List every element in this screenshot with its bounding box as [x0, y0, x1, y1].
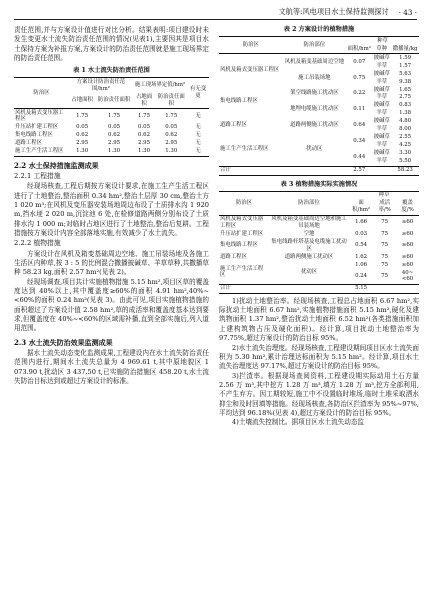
table-cell: 8.00 — [399, 126, 412, 133]
paragraph: 方案设计在风机及箱变基础周边空地、施工吊装场地及各施工生活区内种草,按 3 : 5 的比例混合撒播披碱草、羊草草种,共撒播草种 58.23 kg,面积 2.57 hm²(见表 2)。 — [14, 249, 209, 277]
table-cell: 风机及箱变基础周边空地 — [284, 58, 344, 65]
table-cell: 无 — [195, 124, 201, 131]
table-cell: 0.62 — [165, 132, 178, 139]
table-cell: 2.75 — [399, 94, 412, 101]
table-cell: 0.83 — [399, 102, 412, 109]
table-cell: ≥60 — [401, 230, 414, 237]
table-cell: 3.30 — [399, 150, 412, 157]
table-cell: 羊草 — [376, 158, 388, 165]
table-cell: 0.03 — [355, 230, 368, 237]
table-cell: 羊草 — [376, 110, 388, 117]
table-cell: 施工生产生活工程区 — [15, 148, 64, 155]
table-cell: 合计 — [219, 166, 283, 175]
table-cell: 无 — [195, 112, 201, 119]
table-row — [14, 108, 209, 123]
table-cell: 75 — [381, 242, 389, 249]
table3-header-location: 防治部位 — [269, 191, 349, 215]
table1-header-responsibility: 防治责任面积 — [95, 93, 133, 108]
table2-header-location: 防治部位 — [283, 37, 347, 54]
table2-caption: 表 2 方案设计的植物措施 — [283, 26, 355, 33]
table-cell — [372, 166, 391, 175]
table-cell: 75 — [381, 273, 389, 279]
paragraph: 3)拦渣率。根据现场查阅资料,工程建设期实际动用土石方量 2.56 万 m³,其中挖方 1.28 万 m³,填方 1.28 万 m³,挖方全部利用,不产生弃方。因工期较短,施工中不设置临时堆场,临时土堆采取洒水抑尘和及时回填等措施。经现场核查,各防治区拦渣率为 95%~97%,平均达到 96.18%(见表 4),超过方案设计的防治目标 95%。 — [219, 371, 419, 417]
page-number: · 43 · — [398, 8, 417, 17]
table2-header-seeding: 种草 — [377, 37, 388, 44]
table-cell: 75 — [381, 253, 389, 260]
table-row — [14, 140, 209, 148]
table-cell: 升压站扩建工程区 — [15, 124, 59, 131]
table-row — [219, 215, 419, 230]
table-cell: 披碱草 — [373, 54, 390, 61]
paragraph: 经现场核查,工程后期按方案设计要求,在施工生产生活工程区进行了土地整治,整治面积 0.34 hm²,整治土层厚 30 cm,整治土方 1 020 m³;在风机及变压器安装场地周边布设了土质排水沟 1 920 m,挡水埂 2 020 m,沉淀池 6 处,在检修道路两侧分别布设了土质排水沟 1 000 m;对临时占地区进行了土地整治,整治后复耕。工程措施按方案设计内容全部落地实施,有效减少了水土流失。 — [14, 182, 209, 237]
table-cell: 0.11 — [353, 106, 366, 113]
running-title: 文航等:风电项目水土保持监测探讨 — [278, 7, 389, 16]
table-cell: 羊草 — [376, 62, 388, 69]
table-cell: 0.34 — [353, 138, 366, 145]
table1-caption: 表 1 水土流失防治责任范围 — [73, 67, 150, 75]
table-cell: 0.62 — [138, 132, 151, 139]
table-cell: 无 — [195, 132, 201, 139]
table-cell: 施工生产生活工程区 — [220, 146, 269, 153]
table-cell: 道路工程区 — [220, 253, 247, 260]
table-cell: 0.05 — [138, 124, 151, 131]
table-cell: 披碱草 — [373, 102, 390, 109]
table-cell — [373, 284, 396, 293]
right-column — [219, 26, 419, 428]
table3-header-area: 面积/hm² — [349, 200, 373, 215]
table-row — [219, 253, 419, 261]
table-cell: 1.66 — [355, 219, 368, 226]
table3-header-survival: 成活率/% — [373, 200, 396, 215]
table2-header-zone: 防治区 — [219, 37, 283, 54]
table-cell: 0.44 — [353, 154, 366, 161]
table-cell: ≥60 — [401, 253, 414, 260]
table-cell: 2.57 — [346, 166, 372, 175]
table-cell: 1.75 — [138, 112, 151, 119]
subsection-heading: 2.2.1 工程措施 — [14, 171, 61, 180]
table-cell: 风机及箱式变压器工程区 — [220, 216, 264, 229]
table2-header-quantity: 撒播量/kg — [392, 45, 418, 52]
table-cell: 道路工程区 — [220, 122, 247, 129]
section-heading: 2.2 水土保持措施监测成果 — [14, 160, 99, 170]
table-cell: 扰动区 — [300, 269, 318, 276]
table-cell: 1.62 — [355, 253, 368, 260]
table-cell: 1.59 — [399, 54, 412, 61]
table-cell: 披碱草 — [373, 70, 390, 77]
table-cell: 2.95 — [138, 140, 151, 147]
table-cell: 道路两侧施工扰动区 — [284, 253, 334, 260]
table-row — [219, 118, 419, 126]
table-cell: ≥60 — [401, 219, 414, 226]
paragraph: 责任范围,并与方案设计值进行对比分析。结果表明:项目建设时未发生变更水土流失防治责任范围的情况(见表1),主要因其是项目水土保持方案为补报方案,方案设计的防治责任范围就是施工现场界定的防治责任范围。 — [14, 26, 209, 63]
table3-header-zone: 防治区 — [219, 191, 269, 215]
table-cell: 羊草 — [376, 126, 388, 133]
table-cell: 0.05 — [76, 124, 89, 131]
table-cell: 0.05 — [165, 124, 178, 131]
table-cell: 架空线路施工扰动区 — [290, 90, 339, 97]
table-cell: 集电线路杆塔基及电缆施工扰动区 — [271, 238, 347, 252]
table-cell: 1.75 — [108, 112, 121, 119]
table-cell — [283, 166, 347, 175]
table-row — [14, 132, 209, 140]
table-cell: 2.95 — [165, 140, 178, 147]
table-row — [219, 134, 419, 142]
table-cell: 0.75 — [353, 74, 366, 81]
table-cell: 风机及箱式变压器工程区 — [15, 109, 64, 123]
table-cell: 羊草 — [376, 142, 388, 149]
paragraph: 1)扰动土地整治率。经现场核查,工程总占地面积 6.67 hm²,实际扰动土地面积 6.67 hm²,实施植物措施面积 5.15 hm²,硬化及建筑物面积 1.37 hm²,整治扰动土地面积 6.52 hm²(各类措施面积加上建构筑物占压及硬化面积)。经计算,项目扰动土地整治率为 97.75%,超过方案设计的防治目标 95%。 — [219, 296, 419, 343]
table-cell: 1.30 — [165, 148, 178, 155]
subsection-heading: 2.2.2 植物措施 — [14, 239, 61, 248]
table-cell: 4.25 — [399, 142, 412, 149]
table-cell: 道路两侧施工扰动区 — [290, 122, 339, 129]
table-cell — [269, 284, 349, 293]
table1-header-change: 有无变更 — [187, 78, 209, 109]
table2-header-area: 面积/hm² — [347, 45, 371, 52]
table-cell: 0.05 — [108, 124, 121, 131]
table-cell: 地埋电缆施工扰动区 — [290, 106, 339, 113]
table-cell: 0.62 — [76, 132, 89, 139]
table-cell: 1.30 — [138, 148, 151, 155]
table-cell: 58.23 — [391, 166, 419, 175]
table-cell: 集电线路工程区 — [220, 98, 258, 105]
table3 — [219, 191, 419, 294]
table3-header-grass: 种草 — [378, 192, 390, 199]
table2-header-species: 草种 — [372, 45, 391, 53]
table1-header-actual: 施工现场界定值/hm² — [134, 82, 186, 89]
table-cell: 风机及箱变基础周边空地和施工吊装场地 — [271, 216, 347, 229]
table-cell: 2.95 — [76, 140, 89, 147]
table-row — [219, 53, 419, 61]
table-cell: 合计 — [219, 284, 269, 293]
table-row — [219, 230, 419, 238]
table-row — [14, 124, 209, 132]
table-row — [14, 148, 209, 156]
table2 — [219, 36, 419, 176]
paragraph: 2)水土流失治理度。经现场核查,工程建设期间项目区水土流失面积为 5.30 hm²,累计治理达标面积为 5.15 hm²。经计算,项目水土流失治理度达 97.17%,超过方案设计的防治目标 95%。 — [219, 343, 419, 371]
table-cell: 1.38 — [399, 110, 412, 117]
section-heading: 2.3 水土流失防治效果监测成果 — [14, 337, 113, 347]
table-cell: 1.30 — [76, 148, 89, 155]
table-cell: 1.57 — [399, 62, 412, 69]
table-cell: 羊草 — [376, 78, 388, 85]
table1-header-occupied: 占地面积 — [133, 93, 155, 108]
table-cell: 无 — [195, 148, 201, 155]
table-cell: 0.62 — [108, 132, 121, 139]
table-cell: 4.80 — [399, 118, 412, 125]
table-cell: 0.64 — [353, 122, 366, 129]
table-total-row — [219, 284, 419, 293]
table-cell: 5.50 — [399, 158, 412, 165]
table3-header-coverage: 覆盖度/% — [396, 200, 419, 215]
table-cell: 0.54 — [355, 242, 368, 249]
table-cell: 75 — [381, 219, 389, 226]
table-cell: 羊草 — [376, 94, 388, 101]
table-cell: 75 — [381, 261, 389, 268]
left-column — [14, 26, 209, 386]
table-cell: 扰动区 — [306, 146, 323, 153]
table-cell: 1.75 — [76, 112, 89, 119]
table-cell: 5.63 — [399, 70, 412, 77]
table-cell: 集电线路工程区 — [15, 132, 53, 139]
table-total-row — [219, 166, 419, 175]
table-cell: 1.65 — [399, 86, 412, 93]
table-cell: 道路工程区 — [15, 140, 42, 147]
paragraph: 经现场调查,项目共计实施植物措施 5.15 hm²,项目区草的覆盖度达到 40%以上,其中覆盖度≥60%的面积 4.91 hm²,40%~<60%的面积 0.24 hm²(见表 3)。由此可见,项目实施植物措施的面积超过了方案设计值 2.58 hm²,草的成活率和覆盖度基本达到要求,但覆盖度在 40%~<60%的区域需补播,直到全部实施后,列入道用范围。 — [14, 277, 209, 333]
table-cell: 0.07 — [353, 58, 366, 65]
paragraph: 据水土流失动态变化监测成果,工程建设内在水土流失防治责任范围内进行,期间水土流失总量为 4 969.61 t,其中原地貌区 1 073.90 t,扰动区 3 437.50 t,已实施防治措施区 458.20 t,水土流失防治目标达到或超过方案设计的标准。 — [14, 348, 209, 385]
table-cell: 施工生产生活工程区 — [220, 265, 264, 279]
table-cell: 2.95 — [108, 140, 121, 147]
table-cell: 升压站扩建工程区 — [220, 230, 264, 237]
table-cell: 披碱草 — [373, 150, 390, 157]
table1-header-occupied: 占地面积 — [69, 93, 95, 108]
table-cell: 披碱草 — [373, 118, 390, 125]
table-cell: ≥60 — [401, 261, 414, 268]
table-cell: 集电线路工程区 — [220, 242, 258, 249]
table1-header-zone: 防治区 — [14, 78, 69, 109]
table-cell: 施工吊装场地 — [298, 74, 331, 81]
table-cell: 风机及箱式变压器工程区 — [220, 66, 280, 73]
table-row — [219, 238, 419, 253]
table1-header-responsibility: 防治责任面积 — [155, 93, 187, 108]
table-cell: 0.22 — [353, 90, 366, 97]
table-cell: 披碱草 — [373, 86, 390, 93]
page-header — [14, 6, 417, 20]
table-cell: ≥60 — [401, 242, 414, 249]
table-cell: 无 — [195, 140, 201, 147]
table-row — [219, 261, 419, 269]
table-cell: 空地 — [303, 230, 315, 237]
table-cell: 2.55 — [399, 134, 412, 141]
paragraph: 4)土壤流失控制比。据项目区水土流失动态监 — [232, 418, 365, 427]
table-row — [219, 86, 419, 94]
table-cell: 1.06 — [355, 261, 368, 268]
table-cell — [396, 284, 419, 293]
table-cell: 1.75 — [165, 112, 178, 119]
table-cell: 40~<60 — [401, 269, 414, 283]
table1 — [14, 77, 209, 156]
table-cell: 披碱草 — [373, 134, 390, 141]
table-cell: 5.15 — [349, 284, 373, 293]
table1-header-plan: 方案设计防治责任范围/hm² — [76, 78, 126, 92]
table-cell: 0.24 — [355, 273, 368, 279]
table-cell: 9.38 — [399, 78, 412, 85]
table-cell: 75 — [381, 230, 389, 237]
table-cell: 1.30 — [108, 148, 121, 155]
table3-caption: 表 3 植物措施实际实施情况 — [280, 180, 358, 188]
